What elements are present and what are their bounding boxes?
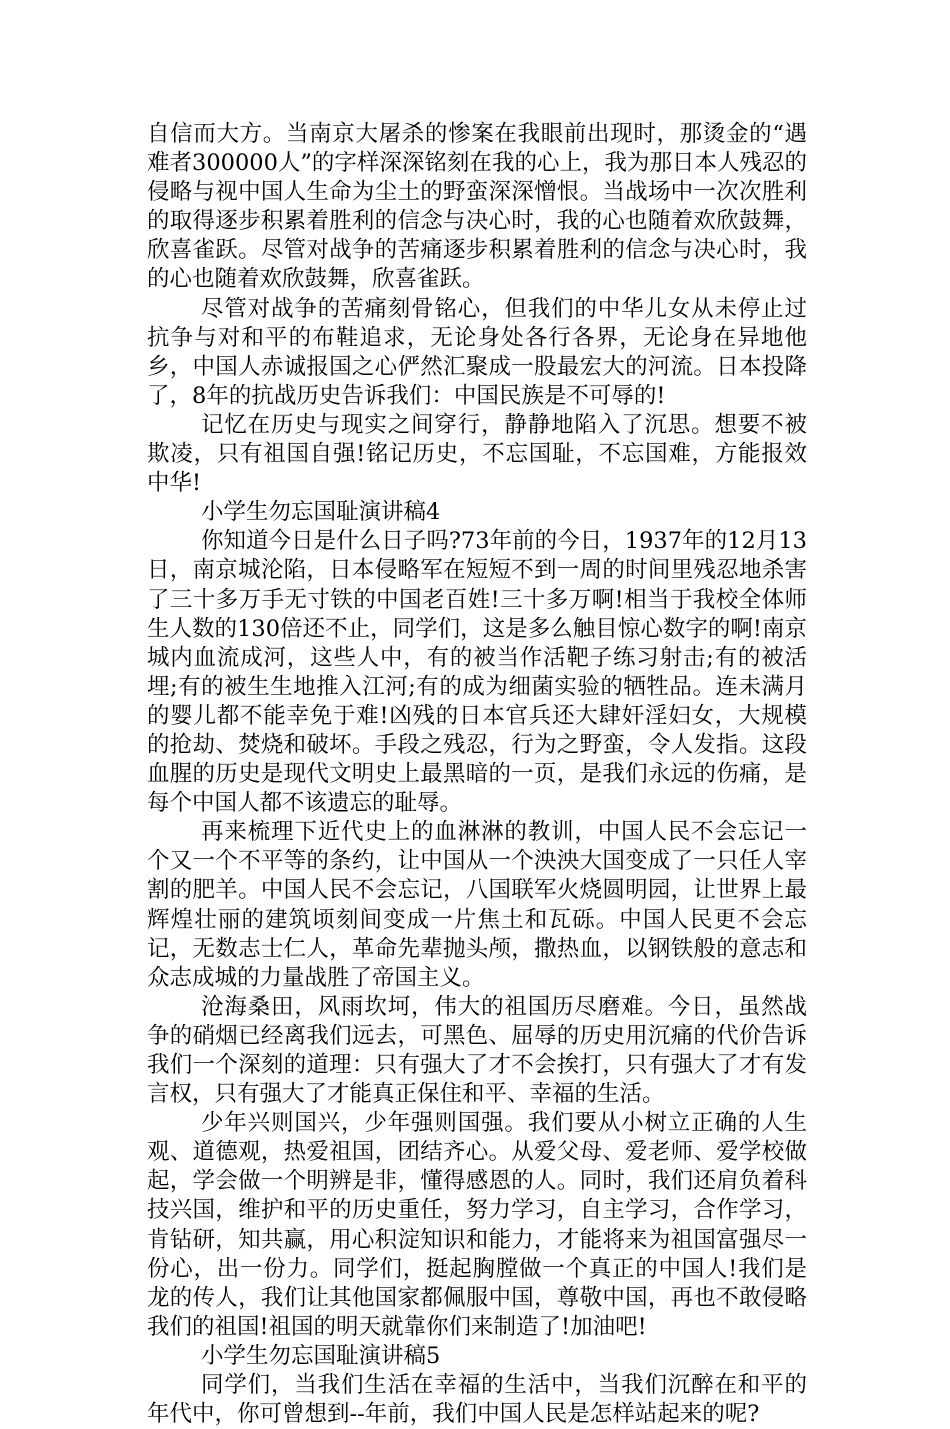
body-paragraph: 同学们，当我们生活在幸福的生活中，当我们沉醉在和平的年代中，你可曾想到--年前，我们中国人民是怎样站起来的呢? [147, 1372, 807, 1428]
body-paragraph: 再来梳理下近代史上的血淋淋的教训，中国人民不会忘记一个又一个不平等的条约，让中国从一个泱泱大国变成了一只任人宰割的肥羊。中国人民不会忘记，八国联军火烧圆明园，让世界上最辉煌壮丽的建筑顷刻间变成一片焦土和瓦砾。中国人民更不会忘记，无数志士仁人，革命先辈抛头颅，撒热血，以钢铁般的意志和众志成城的力量战胜了帝国主义。 [147, 819, 807, 991]
body-paragraph: 你知道今日是什么日子吗?73年前的今日，1937年的12月13日，南京城沦陷，日本侵略军在短短不到一周的时间里残忍地杀害了三十多万手无寸铁的中国老百姓!三十多万啊!相当于我校全体师生人数的130倍还不止，同学们，这是多么触目惊心数字的啊!南京城内血流成河，这些人中，有的被当作活靶子练习射击;有的被活埋;有的被生生地推入江河;有的成为细菌实验的牺牲品。连未满月的婴儿都不能幸免于难!凶残的日本官兵还大肆奸淫妇女，大规模的抢劫、焚烧和破坏。手段之残忍，行为之野蛮，令人发指。这段血腥的历史是现代文明史上最黑暗的一页，是我们永远的伤痛，是每个中国人都不该遗忘的耻辱。 [147, 528, 807, 817]
section-heading: 小学生勿忘国耻演讲稿4 [201, 499, 441, 526]
body-paragraph: 尽管对战争的苦痛刻骨铭心，但我们的中华儿女从未停止过抗争与对和平的布鞋追求，无论身处各行各界，无论身在异地他乡，中国人赤诚报国之心俨然汇聚成一股最宏大的河流。日本投降了，8年的抗战历史告诉我们：中国民族是不可辱的! [147, 295, 807, 409]
body-paragraph: 记忆在历史与现实之间穿行，静静地陷入了沉思。想要不被欺凌，只有祖国自强!铭记历史，不忘国耻，不忘国难，方能报效中华! [147, 411, 807, 497]
document-page [147, 120, 807, 1429]
body-paragraph: 沧海桑田，风雨坎坷，伟大的祖国历尽磨难。今日，虽然战争的硝烟已经离我们远去，可黑色、屈辱的历史用沉痛的代价告诉我们一个深刻的道理：只有强大了才不会挨打，只有强大了才有发言权，只有强大了才能真正保住和平、幸福的生活。 [147, 993, 807, 1108]
body-paragraph: 少年兴则国兴，少年强则国强。我们要从小树立正确的人生观、道德观，热爱祖国，团结齐心。从爱父母、爱老师、爱学校做起，学会做一个明辨是非，懂得感恩的人。同时，我们还肩负着科技兴国，维护和平的历史重任，努力学习，自主学习，合作学习，肯钻研，知共赢，用心积淀知识和能力，才能将来为祖国富强尽一份心，出一份力。同学们，挺起胸膛做一个真正的中国人!我们是龙的传人，我们让其他国家都佩服中国，尊敬中国，再也不敢侵略我们的祖国!祖国的明天就靠你们来制造了!加油吧! [147, 1110, 807, 1340]
body-paragraph: 自信而大方。当南京大屠杀的惨案在我眼前出现时，那烫金的“遇难者300000人”的字样深深铭刻在我的心上，我为那日本人残忍的侵略与视中国人生命为尘土的野蛮深深憎恨。当战场中一次次胜利的取得逐步积累着胜利的信念与决心时，我的心也随着欢欣鼓舞，欣喜雀跃。尽管对战争的苦痛逐步积累着胜利的信念与决心时，我的心也随着欢欣鼓舞，欣喜雀跃。 [147, 121, 807, 293]
section-heading: 小学生勿忘国耻演讲稿5 [201, 1342, 441, 1369]
